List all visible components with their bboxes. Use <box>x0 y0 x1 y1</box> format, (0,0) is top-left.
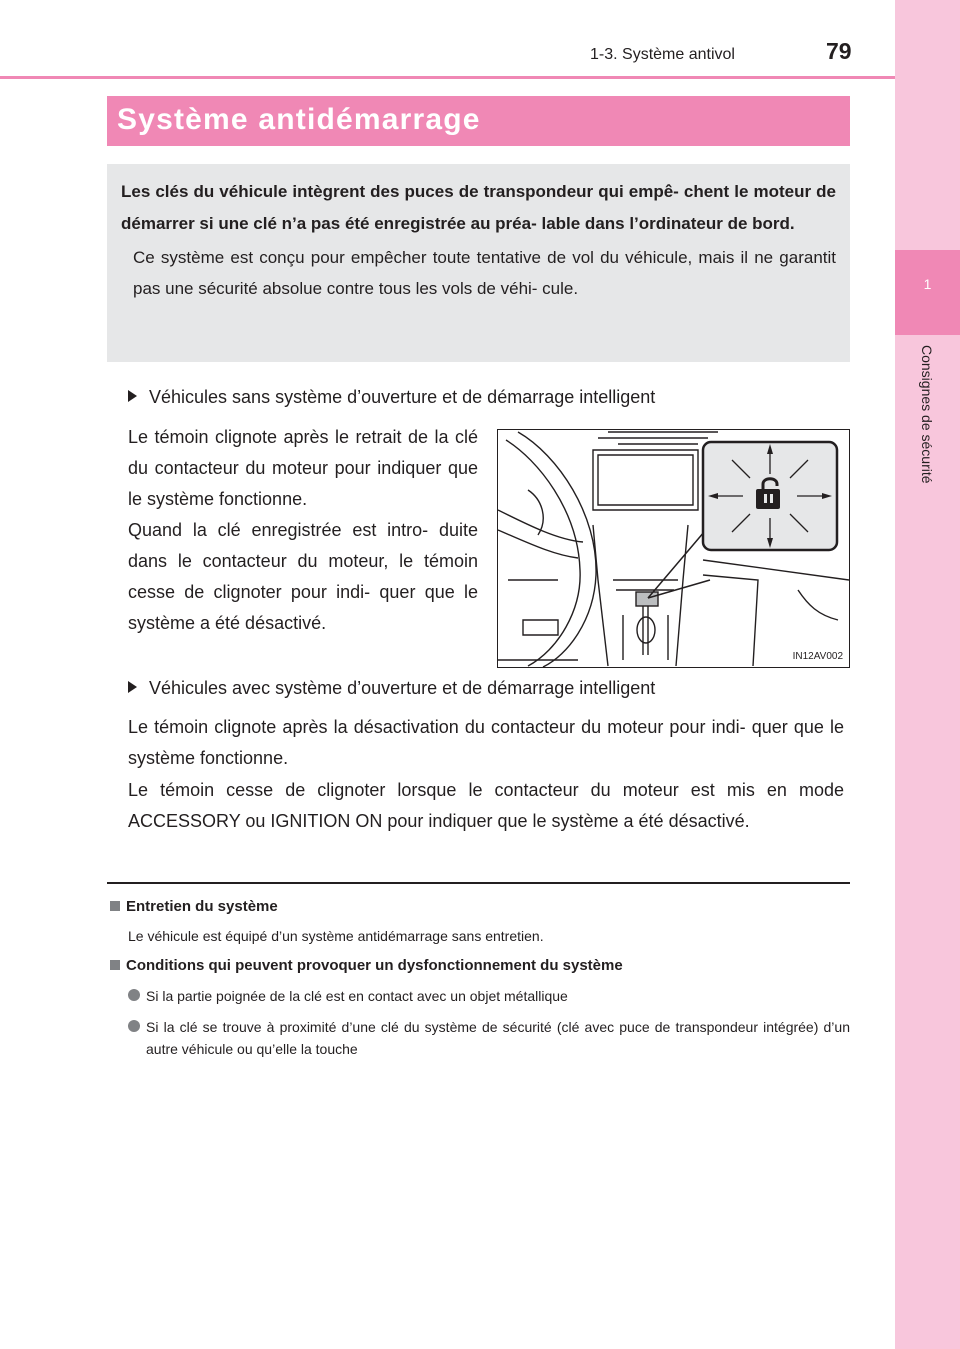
square-bullet-icon <box>110 960 120 970</box>
intro-box <box>107 164 850 362</box>
section2-heading-text: Véhicules avec système d’ouverture et de démarrage intelligent <box>149 678 656 698</box>
section1-para1: Le témoin clignote après le retrait de la clé du contacteur du moteur pour indiquer que le système fonctionne. <box>128 427 478 509</box>
square-bullet-icon <box>110 901 120 911</box>
page-title: Système antidémarrage <box>117 103 481 136</box>
intro-normal-text: Ce système est conçu pour empêcher toute tentative de vol du véhicule, mais il ne garantit pas une sécurité absolue contre tous les vols de véhi- cule. <box>133 248 836 298</box>
circle-bullet-icon <box>128 989 140 1001</box>
dashboard-illustration <box>498 430 849 667</box>
page-number: 79 <box>826 38 852 64</box>
chapter-number-tab <box>895 250 960 335</box>
maintenance-text: Le véhicule est équipé d’un système antidémarrage sans entretien. <box>128 928 544 944</box>
chapter-title: Consignes de sécurité <box>919 345 935 484</box>
section2-para2: Le témoin cesse de clignoter lorsque le contacteur du moteur est mis en mode ACCESSORY ou IGNITION ON pour indiquer que le système a été désactivé. <box>128 780 844 831</box>
conditions-heading-text: Conditions qui peuvent provoquer un dysfonctionnement du système <box>126 957 623 974</box>
immobilizer-figure <box>497 429 850 668</box>
triangle-bullet-icon <box>128 681 137 693</box>
maintenance-heading-text: Entretien du système <box>126 898 278 915</box>
section1-para2: Quand la clé enregistrée est intro- duite dans le contacteur du moteur, le témoin cesse de clignoter pour indi- quer que le système a été désactivé. <box>128 520 478 633</box>
title-bar <box>107 96 850 146</box>
section2-para1: Le témoin clignote après la désactivation du contacteur du moteur pour indi- quer que le système fonctionne. <box>128 717 844 768</box>
triangle-bullet-icon <box>128 390 137 402</box>
intro-bold-text: Les clés du véhicule intègrent des puces de transpondeur qui empê- chent le moteur de démarrer si une clé n’a pas été enregistrée au préa- lable dans l’ordinateur de bord. <box>121 182 836 233</box>
section1-heading-text: Véhicules sans système d’ouverture et de démarrage intelligent <box>149 387 656 407</box>
condition-item <box>128 985 850 1007</box>
notes-divider <box>107 882 850 884</box>
section1-heading <box>128 387 655 408</box>
condition-item-text: Si la partie poignée de la clé est en contact avec un objet métallique <box>146 988 568 1004</box>
conditions-heading <box>110 957 623 974</box>
section2-heading <box>128 678 655 699</box>
condition-item-text: Si la clé se trouve à proximité d’une clé du système de sécurité (clé avec puce de transpondeur intégrée) d’un autre véhicule ou qu’elle la touche <box>146 1019 850 1057</box>
circle-bullet-icon <box>128 1020 140 1032</box>
figure-label: IN12AV002 <box>792 651 843 662</box>
maintenance-heading <box>110 898 278 915</box>
condition-item <box>128 1016 850 1060</box>
header-divider <box>0 76 895 79</box>
chapter-number: 1 <box>923 276 932 292</box>
section-title: 1-3. Système antivol <box>590 46 735 63</box>
chapter-sidebar <box>895 0 960 1349</box>
